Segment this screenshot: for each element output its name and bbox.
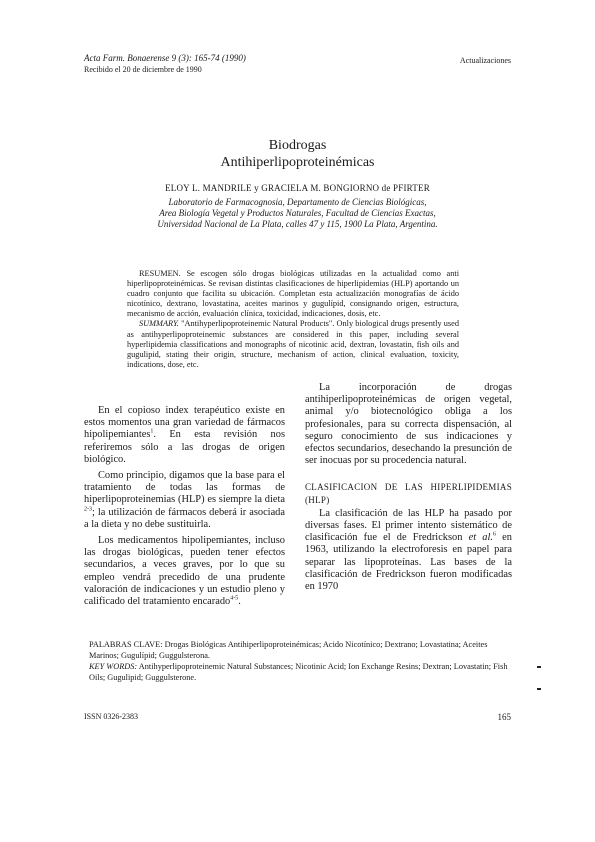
- abstract-block: [127, 269, 459, 370]
- article-title-line2: Antihiperlipoproteinémicas: [220, 155, 375, 170]
- citation: 1: [150, 428, 154, 435]
- affiliation-line3: Universidad Nacional de La Plata, calles 47 y 115, 1900 La Plata, Argentina.: [157, 219, 438, 229]
- section-label: Actualizaciones: [459, 56, 511, 65]
- left-paragraph-1: [84, 405, 285, 466]
- journal-citation: Acta Farm. Bonaerense 9 (3): 165-74 (1990): [84, 53, 246, 63]
- citation: 4-5: [230, 595, 239, 602]
- issn: ISSN 0326-2383: [84, 712, 139, 721]
- margin-mark: [537, 688, 541, 690]
- section-heading: CLASIFICACION DE LAS HIPERLIPIDEMIAS (HLP): [305, 482, 512, 505]
- authors: ELOY L. MANDRILE y GRACIELA M. BONGIORNO de PFIRTER: [165, 183, 430, 193]
- keywords-block: [89, 639, 519, 683]
- right-column: [305, 382, 512, 597]
- right-paragraph-2: [305, 508, 512, 593]
- text: La clasificación de las HLP ha pasado por diversas fases. El primer intento sistemático de clasificación fue el de Fredrickson: [305, 507, 512, 544]
- received-date: Recibido el 20 de diciembre de 1990: [84, 65, 202, 74]
- left-paragraph-3: [84, 535, 285, 608]
- citation: 2-3: [84, 506, 92, 513]
- resumen-label: RESUMEN.: [139, 269, 181, 278]
- summary-label: SUMMARY.: [139, 319, 179, 329]
- page-number: 165: [497, 712, 511, 722]
- text: . En esta revisión nos referiremos sólo a las drogas de origen biológico.: [84, 429, 285, 465]
- keywords-en: [89, 661, 519, 683]
- text: ; la utilización de fármacos deberá ir asociada a la dieta y no debe sustituirla.: [84, 506, 285, 530]
- summary-paragraph: [127, 319, 459, 369]
- resumen-text: Se escogen sólo drogas biológicas utilizadas en la actualidad como anti hiperlipoproteinémicas. Se revisan distintas clasificaciones de hiperlipidemias (HLP) aportando un cuadro conjunto que facilita su ubicación. Completan esta actualización monografías de ácido nicotínico, dextrano, lovastatina, aceites marinos y gugulípid, consignando origen, estructura, mecanismo de acción, evaluación clínica, toxicidad, indicaciones, dosis, etc.: [127, 269, 459, 319]
- keywords-en-text: Antihyperlipoproteinemic Natural Substances; Nicotinic Acid; Ion Exchange Resins; Dextran; Lovastatin; Fish Oils; Gugulipid; Guggulsterone.: [89, 662, 508, 682]
- et-al: et al.: [468, 532, 493, 544]
- text: en 1963, utilizando la electroforesis en papel para separar las lipoproteínas. Las bases de la clasificación de Fredrickson fueron modificadas en 1970: [305, 532, 512, 593]
- margin-mark: [537, 666, 541, 668]
- left-paragraph-2: [84, 470, 285, 531]
- resumen-paragraph: [127, 269, 459, 319]
- article-title-line1: Biodrogas: [268, 138, 327, 153]
- affiliation-line1: Laboratorio de Farmacognosia, Departamento de Ciencias Biológicas,: [168, 197, 427, 207]
- left-column: [84, 405, 285, 612]
- summary-text: "Antihyperlipoproteinemic Natural Products". Only biological drugs presently used as antihyperlipoproteinemic substances are considered in this paper, including several hyperlipidemia classifications and monographs of nicotinic acid, dextran, lovastatin, fish oils and gugulipid, stating their origin, structure, mechanism of action, clinical evaluation, toxicity, indications, dose, etc.: [127, 319, 459, 369]
- text: .: [238, 596, 241, 608]
- text: Los medicamentos hipolipemiantes, incluso las drogas biológicas, pueden tener efectos secundarios, a veces graves, por lo que su empleo vendrá precedido de una prudente valoración de indicaciones y un estudio pleno y calificado del tratamiento encarado: [84, 535, 285, 608]
- keywords-en-label: KEY WORDS:: [89, 662, 138, 671]
- citation: 6: [492, 531, 496, 538]
- keywords-es-text: Drogas Biológicas Antihiperlipoproteinémicas; Acido Nicotínico; Dextrano; Lovastatina; Aceites Marinos; Gugulípid; Guggulsterona.: [89, 640, 488, 660]
- text: En el copioso index terapéutico existe en estos momentos una gran variedad de fármacos hipolipemiantes: [84, 405, 285, 441]
- keywords-es: [89, 639, 519, 661]
- affiliation-line2: Area Biología Vegetal y Productos Naturales, Facultad de Ciencias Exactas,: [159, 208, 436, 218]
- keywords-es-label: PALABRAS CLAVE:: [89, 640, 163, 649]
- right-paragraph-1: La incorporación de drogas antihiperlipoproteinémicas de origen vegetal, animal y/o biotecnológico obliga a los profesionales, para su correcta dispensación, al seguro conocimiento de sus indicaciones y efectos secundarios, desechando la presunción de ser inocuas por su procedencia natural.: [305, 382, 512, 467]
- text: Como principio, digamos que la base para el tratamiento de todas las formas de hiperlipoproteinemias (HLP) es siempre la dieta: [84, 470, 285, 506]
